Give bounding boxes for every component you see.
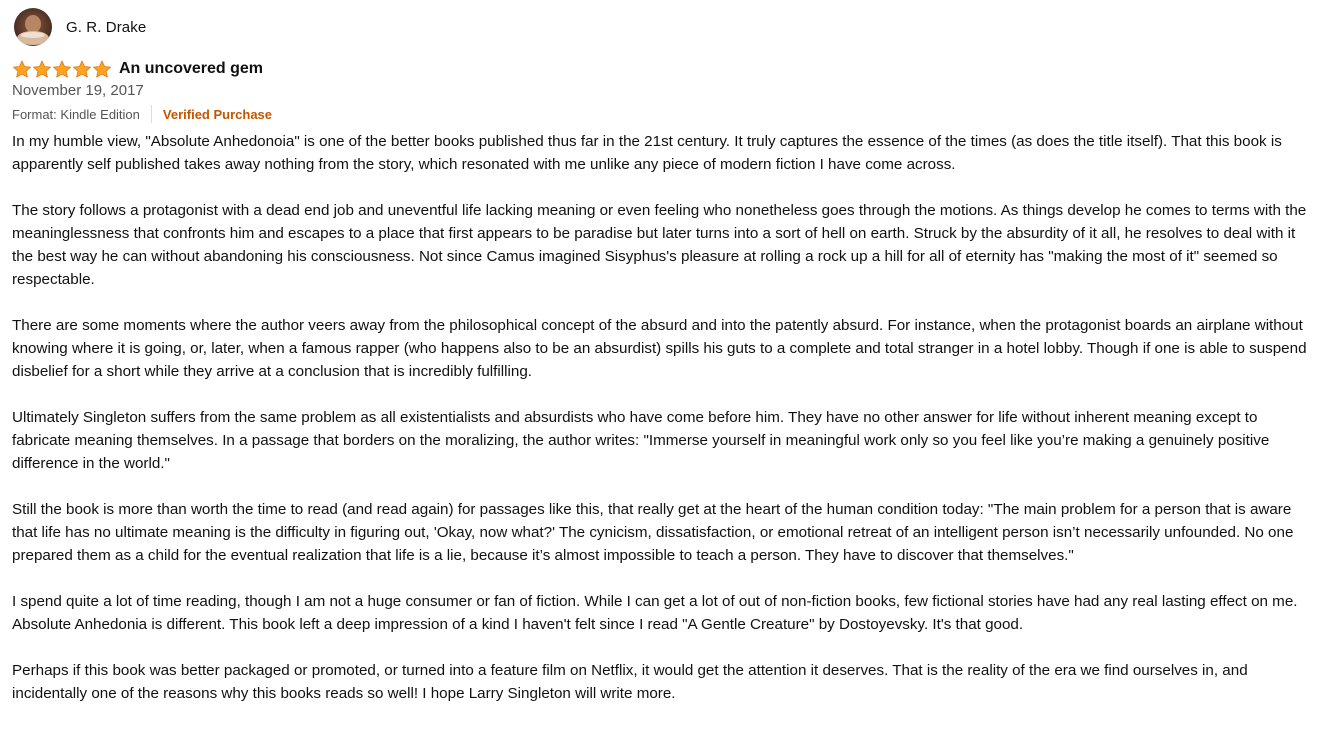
review-paragraph: There are some moments where the author veers away from the philosophical concept of the absurd and into the patently absurd. For instance, when the protagonist boards an airplane without knowing where it is going, or, later, when a famous rapper (who happens also to be an absurdist) spills his guts to a complete and total stranger in a hotel lobby. Though if one is able to suspend disbelief for a short while they arrive at a conclusion that is incredibly fulfilling.	[12, 317, 1307, 380]
meta-divider	[151, 105, 152, 123]
review-paragraph: The story follows a protagonist with a dead end job and uneventful life lacking meaning or even feeling who nonetheless goes through the motions. As things develop he comes to terms with the meaninglessness that confronts him and escapes to a place that first appears to be paradise but later turns into a sort of hell on earth. Struck by the absurdity of it all, he resolves to deal with it the best way he can without abandoning his consciousness. Not since Camus imagined Sisyphus's pleasure at rolling a rock up a hill for all of eternity has "making the most of it" seemed so respectable.	[12, 202, 1307, 288]
review-paragraph: In my humble view, "Absolute Anhedonoia" is one of the better books published thus far in the 21st century. It truly captures the essence of the times (as does the title itself). That this book is apparently self published takes away nothing from the story, which resonated with me unlike any piece of modern fiction I have come across.	[12, 133, 1282, 173]
avatar[interactable]	[14, 8, 52, 46]
review-paragraph: Ultimately Singleton suffers from the same problem as all existentialists and absurdists who have come before him. They have no other answer for life without inherent meaning except to fabricate meaning themselves. In a passage that borders on the moralizing, the author writes: "Immerse yourself in meaningful work only so you feel like you’re making a genuinely positive difference in the world."	[12, 409, 1270, 472]
review-body	[12, 130, 1312, 705]
star-icon	[72, 60, 92, 79]
star-icon	[32, 60, 52, 79]
star-icon	[52, 60, 72, 79]
verified-purchase-badge: Verified Purchase	[162, 106, 273, 122]
review-title[interactable]: An uncovered gem	[119, 60, 264, 77]
review-format: Format: Kindle Edition	[12, 106, 140, 122]
review-title-row	[12, 58, 1321, 80]
star-rating[interactable]	[12, 60, 112, 79]
review-paragraph: Still the book is more than worth the time to read (and read again) for passages like this, that really get at the heart of the human condition today: "The main problem for a person that is aware that life has no ultimate meaning is the difficulty in figuring out, 'Okay, now what?' The cynicism, dissatisfaction, or emotional retreat of an intelligent person isn’t necessarily unfounded. No one prepared them as a child for the eventual realization that life is a lie, because it’s almost impossible to teach a person. They have to discover that themselves."	[12, 501, 1294, 564]
reviewer-profile[interactable]	[12, 4, 1321, 50]
star-icon	[12, 60, 32, 79]
star-icon	[92, 60, 112, 79]
avatar-image	[14, 8, 52, 46]
reviewer-name[interactable]: G. R. Drake	[66, 18, 147, 36]
review-date: November 19, 2017	[12, 82, 144, 99]
customer-review	[0, 4, 1333, 742]
review-meta	[12, 102, 1321, 126]
review-paragraph: Perhaps if this book was better packaged or promoted, or turned into a feature film on Netflix, it would get the attention it deserves. That is the reality of the era we find ourselves in, and incidentally one of the reasons why this books reads so well! I hope Larry Singleton will write more.	[12, 662, 1248, 702]
review-paragraph: I spend quite a lot of time reading, though I am not a huge consumer or fan of fiction. While I can get a lot of out of non-fiction books, few fictional stories have had any real lasting effect on me. Absolute Anhedonia is different. This book left a deep impression of a kind I haven't felt since I read "A Gentle Creature" by Dostoyevsky. It's that good.	[12, 593, 1298, 633]
